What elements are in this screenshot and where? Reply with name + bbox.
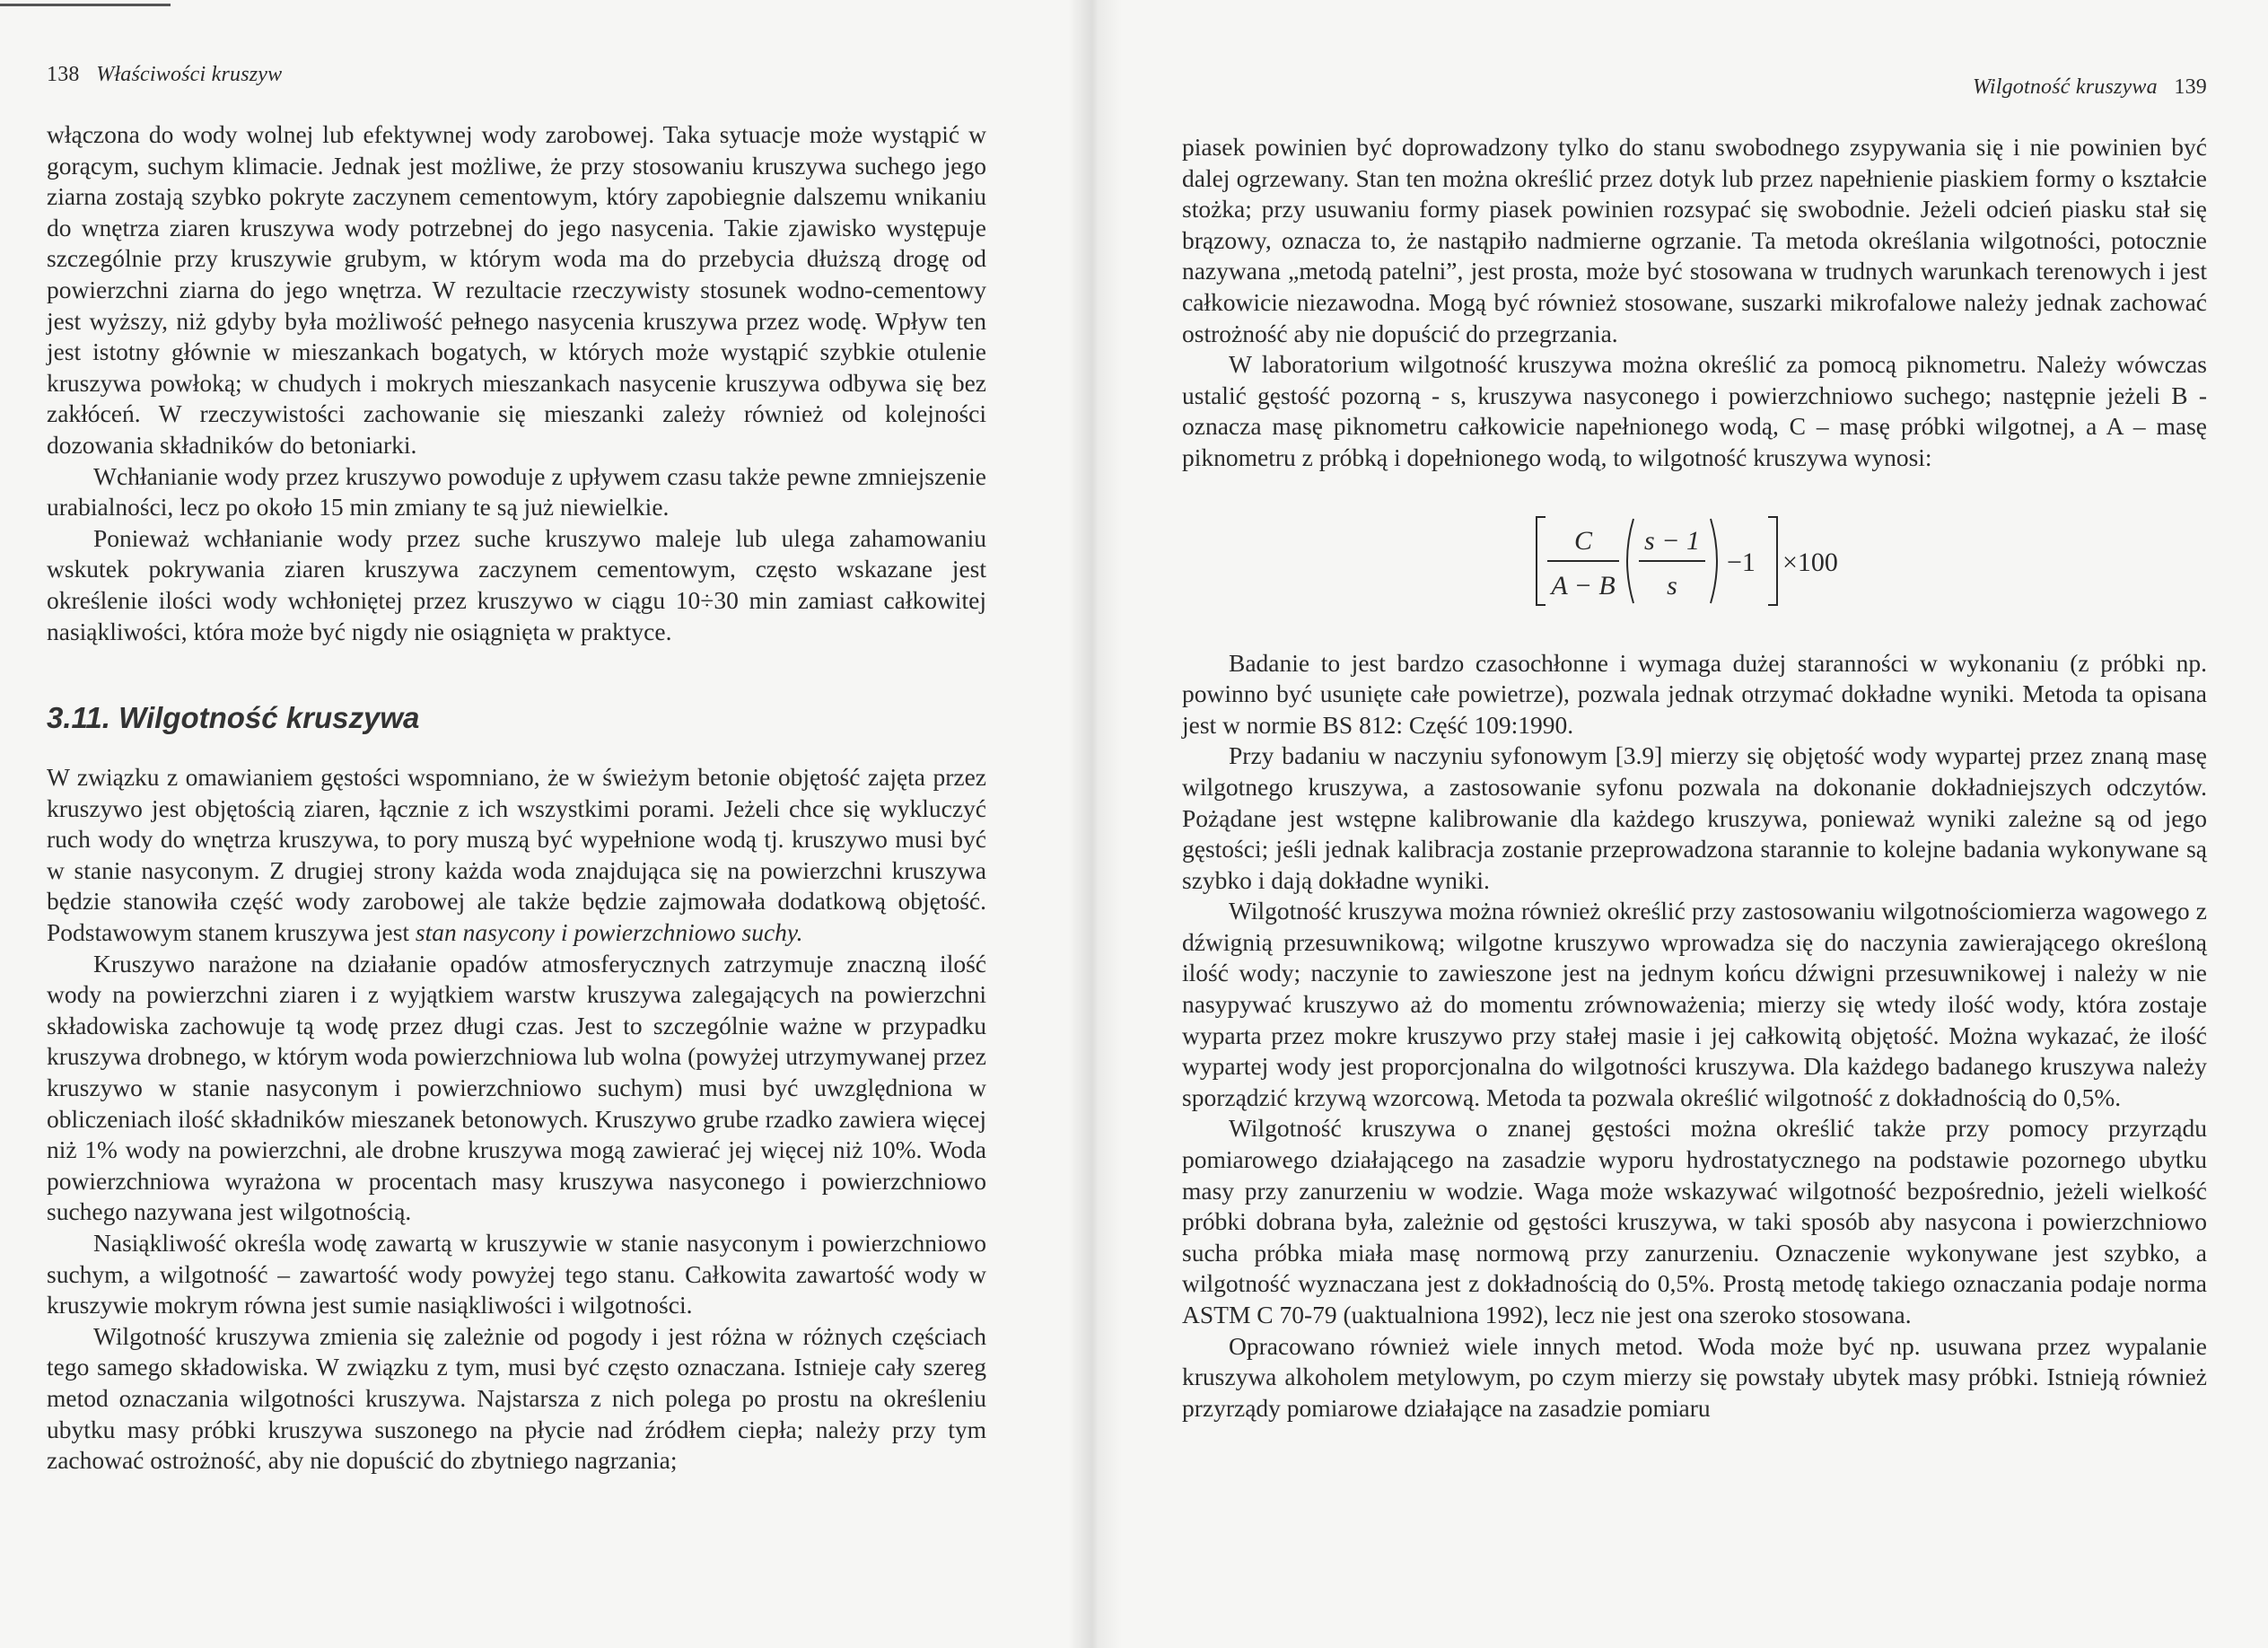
scan-edge-line [0, 4, 171, 6]
fraction-2-numerator: s − 1 [1644, 525, 1700, 556]
left-bracket [1537, 517, 1546, 605]
right-bracket [1768, 517, 1777, 605]
right-running-title: Wilgotność kruszywa [1972, 75, 2158, 99]
right-running-head [1182, 75, 2207, 100]
paragraph: Kruszywo narażone na działanie opadów atmosferycznych zatrzymuje znaczną ilość wody na powierzchni ziaren i z wyjątkiem warstw kruszywa zalegających na powierzchni składowiska zachowuje tą wodę przez długi czas. Jest to szczególnie ważne w przypadku kruszywa drobnego, w którym woda powierzchniowa lub wolna (powyżej utrzymywanej przez kruszywo w stanie nasyconym i powierzchniowo suchym) musi być uwzględniona w obliczeniach ilość składników mieszanek betonowych. Kruszywo grube rzadko zawiera więcej niż 1% wody na powierzchni, ale drobne kruszywa mogą zawierać jej więcej niż 10%. Woda powierzchniowa wyrażona w procentach masy kruszywa nasyconego i powierzchniowo suchego nazywana jest wilgotnością. [47, 949, 986, 1226]
paragraph: Wilgotność kruszywa o znanej gęstości można określić także przy pomocy przyrządu pomiarowego działającego na zasadzie wyporu hydrostatycznego na podstawie pozornego ubytku masy przy zanurzeniu w wodzie. Waga może wskazywać wilgotność bezpośrednio, jeżeli wielkość próbki dobrana była, zależnie od gęstości kruszywa, w taki sposób aby nasycona i powierzchniowo sucha próbka miała masę normową przy zanurzeniu. Oznaczenie wykonywane jest szybko, a wilgotność wyznaczana jest z dokładnością do 0,5%. Prostą metodę takiego oznaczania podaje norma ASTM C 70-79 (uaktualniona 1992), lecz nie jest ona szeroko stosowana. [1182, 1114, 2207, 1328]
paragraph: Badanie to jest bardzo czasochłonne i wymaga dużej staranności w wykonaniu (z próbki np. powinno być usunięte całe powietrze), pozwala jednak otrzymać dokładne wyniki. Metoda ta opisana jest w normie BS 812: Część 109:1990. [1182, 648, 2207, 739]
paragraph: Wchłanianie wody przez kruszywo powoduje z upływem czasu także pewne zmniejszenie urabialności, lecz po około 15 min zmiany te są już niewielkie. [47, 461, 986, 522]
paragraph: Wilgotność kruszywa można również określić przy zastosowaniu wilgotnościomierza wagowego z dźwignią przesuwnikową; wilgotne kruszywo wprowadza się do naczynia zawierającego określoną ilość wody; naczynie to zawieszone jest na jednym końcu dźwigni przesuwnikowej i należy w nie nasypywać kruszywo aż do momentu zrównoważenia; mierzy się wtedy ilość wody, która zostaje wyparta przez mokre kruszywo przy stałej masie i jej całkowitą objętość. Można wykazać, że ilość wypartej wody jest proporcjonalna do wilgotności kruszywa. Dla każdego badanego kruszywa należy sporządzić krzywą wzorcową. Metoda ta pozwala określić wilgotność z dokładnością do 0,5%. [1182, 897, 2207, 1111]
left-page [0, 0, 1089, 1648]
right-paren [1711, 519, 1717, 603]
fraction-2-denominator: s [1667, 570, 1677, 600]
italic-term: stan nasycony i powierzchniowo suchy. [415, 918, 803, 947]
fraction-1-denominator: A − B [1551, 570, 1616, 600]
paragraph: piasek powinien być doprowadzony tylko do stanu swobodnego zsypywania się i nie powinien być dalej ogrzewany. Stan ten można określić przez dotyk lub przez napełnienie piaskiem formy o kształcie stożka; przy usuwaniu formy piasek powinien rozsypać się swobodnie. Jeżeli odcień piasku stał się brązowy, oznacza to, że nastąpiło nadmierne ogrzanie. Ta metoda określania wilgotności, potocznie nazywana „metodą patelni”, jest prosta, może być stosowana w trudnych warunkach terenowych i jest całkowicie niezawodna. Mogą być również stosowane, suszarki mikrofalowe należy jednak zachować ostrożność aby nie dopuścić do przegrzania. [1182, 133, 2207, 347]
fraction-1-numerator: C [1573, 525, 1593, 556]
paragraph: włączona do wody wolnej lub efektywnej wody zarobowej. Taka sytuacje może wystąpić w gorącym, suchym klimacie. Jednak jest możliwe, że przy stosowaniu kruszywa suchego jego ziarna zostają szybko pokryte zaczynem cementowym, który zapobiegnie dalszemu wnikaniu do wnętrza ziaren kruszywa wody potrzebnej do jego nasycenia. Takie zjawisko występuje szczególnie przy kruszywie grubym, w którym woda ma do przebycia dłuższą drogę od powierzchni ziarna do jego wnętrza. W rezultacie rzeczywisty stosunek wodno-cementowy jest wyższy, niż gdyby była możliwość pełnego nasycenia kruszywa przez wodę. Wpływ ten jest istotny głównie w mieszankach bogatych, w których może wystąpić szybkie otulenie kruszywa powłoką; w chudych i mokrych mieszankach nasycenie kruszywa odbywa się bez zakłóceń. W rzeczywistości zachowanie się mieszanki zależy również od kolejności dozowania składników do betoniarki. [47, 120, 986, 459]
paragraph [47, 762, 986, 949]
paragraph: Wilgotność kruszywa zmienia się zależnie od pogody i jest różna w różnych częściach tego samego składowiska. W związku z tym, musi być często oznaczana. Istnieje cały szereg metod oznaczania wilgotności kruszywa. Najstarsza z nich polega po prostu na określeniu ubytku masy próbki kruszywa suszonego na płycie nad źródłem ciepła; należy przy tym zachować ostrożność, aby nie dopuścić do zbytniego nagrzania; [47, 1321, 986, 1475]
left-running-head [47, 63, 986, 87]
section-heading: 3.11. Wilgotność kruszywa [47, 701, 420, 735]
paragraph-text: W związku z omawianiem gęstości wspomniano, że w świeżym betonie objętość zajęta przez kruszywo jest objętością ziaren, łącznie z ich wszystkimi porami. Jeżeli chce się wykluczyć ruch wody do wnętrza kruszywa, to pory muszą być wypełnione wodą tj. kruszywo musi być w stanie nasyconym. Z drugiej strony każda woda znajdująca się na powierzchni kruszywa będzie stanowiła część wody zarobowej ale także będzie zajmowała dodatkową objętość. Podstawowym stanem kruszywa jest [47, 763, 986, 947]
left-paren [1627, 519, 1633, 603]
paragraph: Opracowano również wiele innych metod. Woda może być np. usuwana przez wypalanie kruszywa alkoholem metylowym, po czym mierzy się powstały ubytek masy próbki. Istnieją również przyrządy pomiarowe działające na zasadzie pomiaru [1182, 1331, 2207, 1422]
moisture-formula [1182, 512, 2207, 610]
formula-times-100: ×100 [1782, 547, 1838, 577]
paragraph: W laboratorium wilgotność kruszywa można określić za pomocą piknometru. Należy wówczas ustalić gęstość pozorną - s, kruszywa nasyconego i powierzchniowo suchego; następnie jeżeli B - oznacza masę piknometru całkowicie napełnionego wodą, C – masę próbki wilgotnej, a A – masę piknometru z próbką i dopełnionego wodą, to wilgotność kruszywa wynosi: [1182, 350, 2207, 471]
right-page [1089, 0, 2268, 1648]
paragraph: Przy badaniu w naczyniu syfonowym [3.9] mierzy się objętość wody wypartej przez znaną masę wilgotnego kruszywa, a zastosowanie syfonu pozwala na dokonanie dokładniejszych odczytów. Pożądane jest wstępne kalibrowanie dla każdego kruszywa, ponieważ wyniki zależne są od jego gęstości; jeśli jednak kalibracja zostanie przeprowadzona starannie to kolejne badania wykonywane są szybko i dają dokładne wyniki. [1182, 741, 2207, 894]
formula-minus-one: −1 [1727, 547, 1756, 577]
paragraph: Nasiąkliwość określa wodę zawartą w kruszywie w stanie nasyconym i powierzchniowo suchym, a wilgotność – zawartość wody powyżej tego stanu. Całkowita zawartość wody w kruszywie mokrym równa jest sumie nasiąkliwości i wilgotności. [47, 1229, 986, 1319]
left-page-number: 138 [47, 63, 80, 86]
right-page-number: 139 [2174, 75, 2207, 99]
formula-graphic [1533, 512, 1856, 610]
paragraph: Ponieważ wchłanianie wody przez suche kruszywo maleje lub ulega zahamowaniu wskutek pokrywania ziaren kruszywa zaczynem cementowym, często wskazane jest określenie ilości wody wchłoniętej przez kruszywo w ciągu 10÷30 min zamiast całkowitej nasiąkliwości, która może być nigdy nie osiągnięta w praktyce. [47, 523, 986, 645]
left-running-title: Właściwości kruszyw [96, 63, 283, 86]
